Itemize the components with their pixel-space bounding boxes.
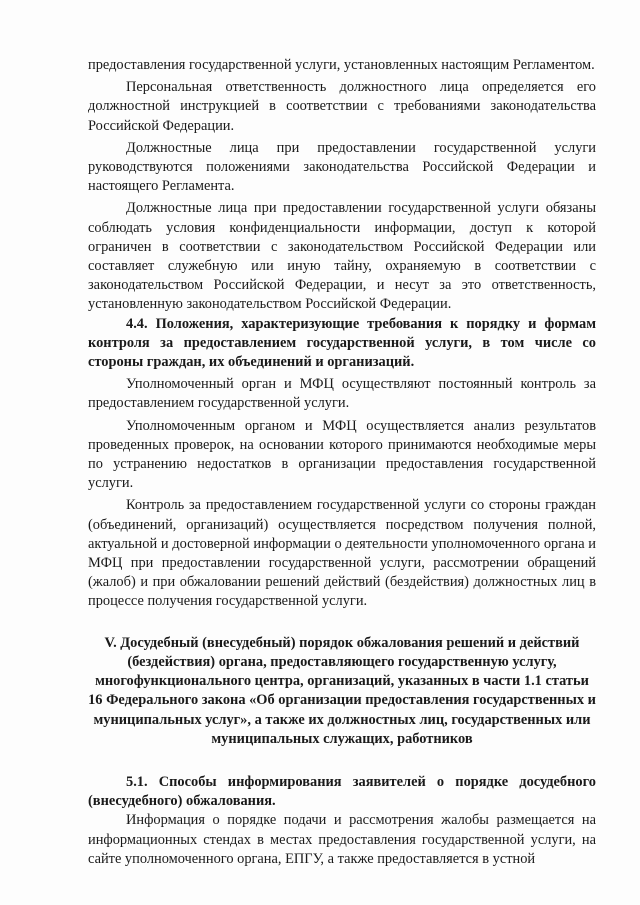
heading-section-5-1: 5.1. Способы информирования заявителей о порядке досудебного (внесудебного) обжалования. xyxy=(88,773,596,810)
paragraph-citizen-control: Контроль за предоставлением государственной услуги со стороны граждан (объединений, организаций) осуществляется посредством получения полной, актуальной и достоверной информации о деятельности уполномоченного органа и МФЦ при предоставлении государственной услуги, рассмотрении обращений (жалоб) и при обжаловании решений действий (бездействия) должностных лиц в процессе получения государственной услуги. xyxy=(88,497,596,610)
paragraph-permanent-control: Уполномоченный орган и МФЦ осуществляют постоянный контроль за предоставлением государственной услуги. xyxy=(88,376,596,412)
section-v-title: V. Досудебный (внесудебный) порядок обжалования решений и действий (бездействия) органа, предоставляющего государственную услугу, многофункционального центра, организаций, указанных в части 1.1 статьи 16 Федерального закона «Об организации предоставления государственных и муниципальных услуг», а также их должностных лиц, государственных или муниципальных служащих, работников xyxy=(88,634,596,747)
paragraph-info-placement: Информация о порядке подачи и рассмотрения жалобы размещается на информационных стендах в местах предоставления государственной услуги, на сайте уполномоченного органа, ЕПГУ, а также предоставляется в устной xyxy=(88,812,596,867)
paragraph-guided-by-law: Должностные лица при предоставлении государственной услуги руководствуются положениями законодательства Российской Федерации и настоящего Регламента. xyxy=(88,139,596,195)
page-content xyxy=(88,56,596,869)
paragraph-analysis: Уполномоченным органом и МФЦ осуществляется анализ результатов проведенных проверок, на основании которого принимаются необходимые меры по устранению недостатков в организации предоставления государственной услуги. xyxy=(88,417,596,492)
paragraph-continued: предоставления государственной услуги, установленных настоящим Регламентом. xyxy=(88,57,595,73)
paragraph-responsibility: Персональная ответственность должностного лица определяется его должностной инструкцией в соответствии с требованиями законодательства Российской Федерации. xyxy=(88,79,596,134)
paragraph-confidentiality: Должностные лица при предоставлении государственной услуги обязаны соблюдать условия конфиденциальности информации, доступ к которой ограничен в соответствии с законодательством Российской Федерации или составляет служебную или иную тайну, охраняемую в соответствии с законодательством Российской Федерации, и несут за это ответственность, установленную законодательством Российской Федерации. xyxy=(88,200,596,313)
heading-section-4-4: 4.4. Положения, характеризующие требования к порядку и формам контроля за предоставлением государственной услуги, в том числе со стороны граждан, их объединений и организаций. xyxy=(88,315,596,371)
